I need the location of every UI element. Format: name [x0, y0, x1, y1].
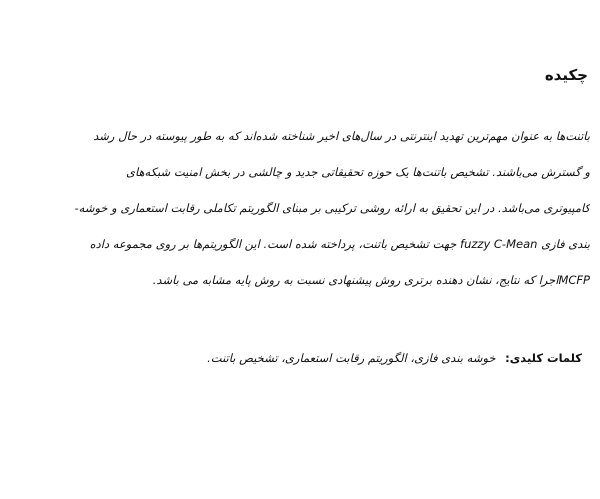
keywords-text: خوشه بندی فازی، الگوریتم رقابت استعماری، تشخیص باتنت.	[207, 351, 496, 365]
abstract-heading: چکیده	[544, 66, 588, 84]
abstract-line: کامپیوتری می‌باشد. در این تحقیق به ارائه روشی ترکیبی بر مبنای الگوریتم تکاملی رقابت استعماری و خوشه-	[74, 201, 590, 215]
keywords-line	[207, 340, 582, 376]
abstract-line: باتنت‌ها به عنوان مهم‌ترین تهدید اینترنتی در سال‌های اخیر شناخته شده‌اند که به طور پیوسته در حال رشد	[93, 129, 590, 143]
abstract-line: MCFPاجرا که نتایج، نشان دهنده برتری روش پیشنهادی نسبت به روش پایه مشابه می باشد.	[152, 273, 590, 287]
abstract-line: و گسترش می‌باشند. تشخیص باتنت‌ها یک حوزه تحقیقاتی جدید و چالشی در بخش امنیت شبکه‌های	[125, 165, 590, 179]
abstract-line: بندی فازی fuzzy C-Mean جهت تشخیص باتنت، پرداخته شده است. این الگوریتم‌ها بر روی مجموعه داده	[89, 237, 590, 251]
keywords-label: کلمات کلیدی:	[505, 351, 582, 365]
abstract-paragraph	[6, 118, 590, 298]
